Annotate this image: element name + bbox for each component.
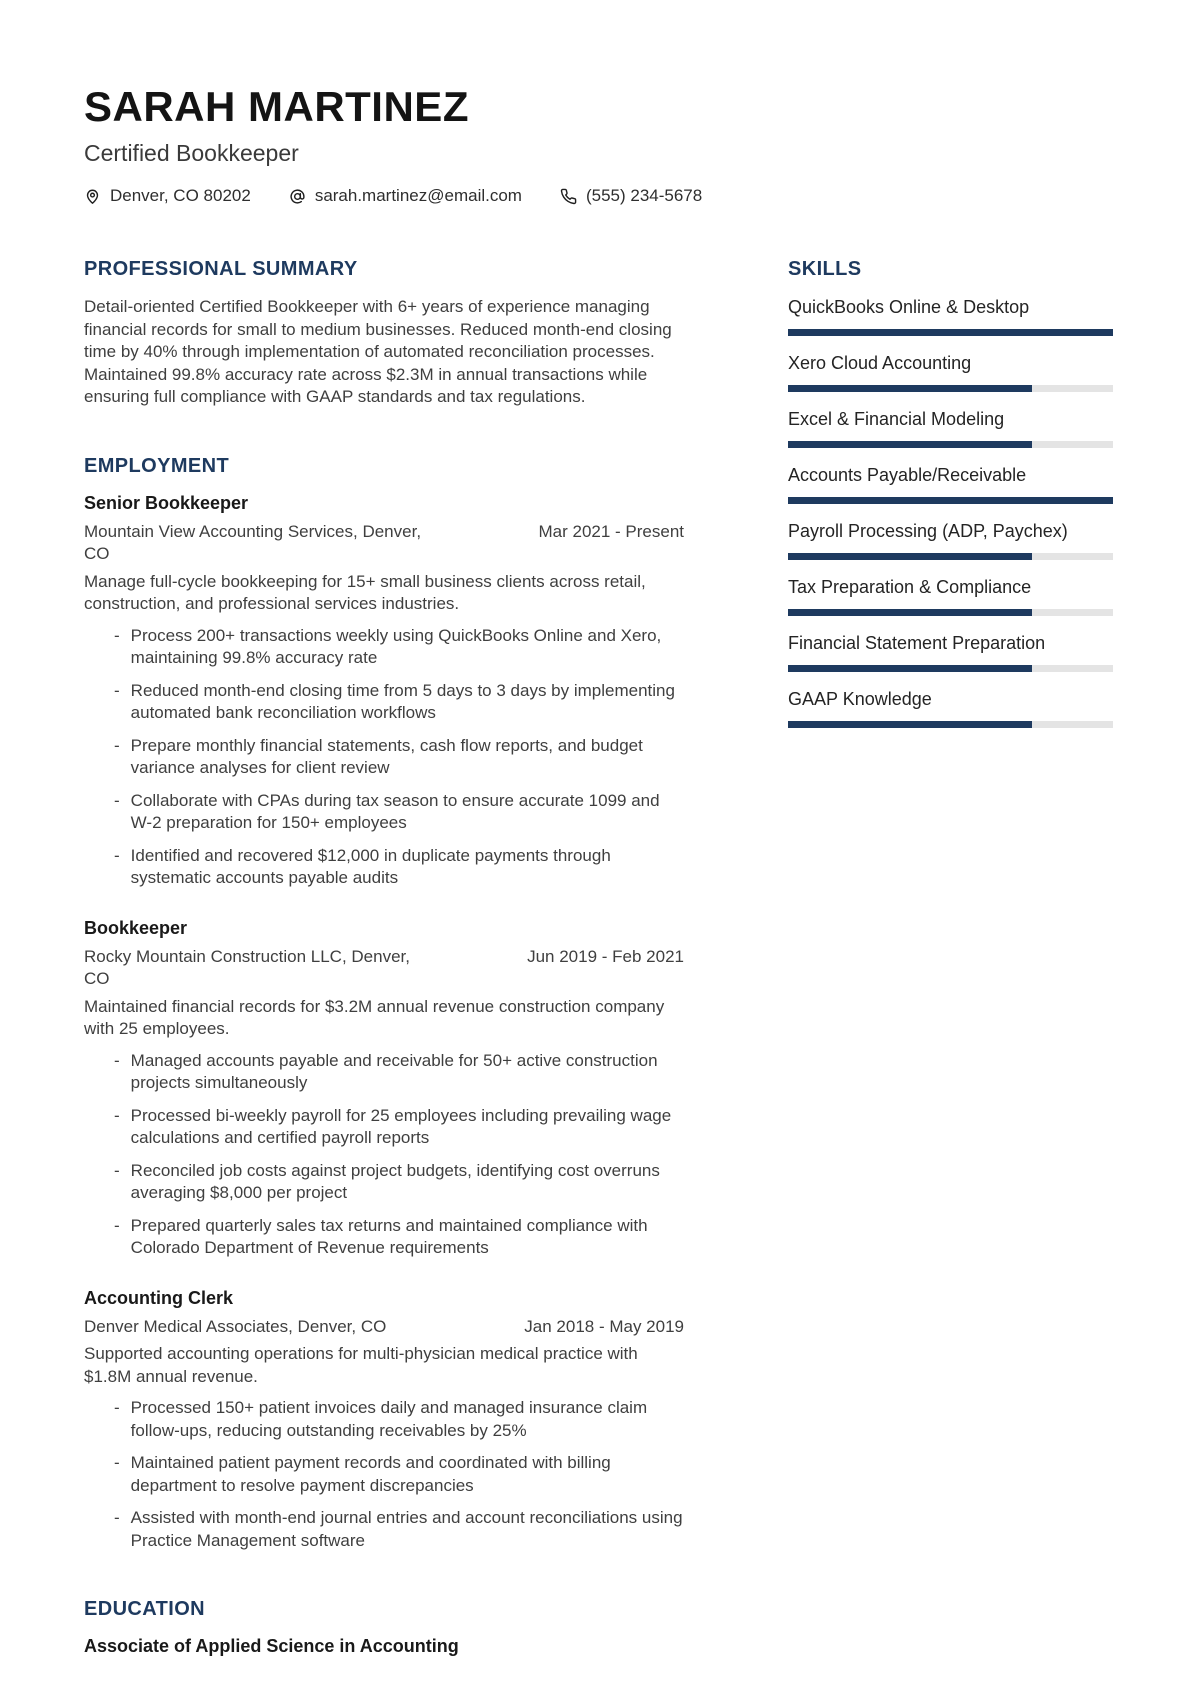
job-bullet [84, 735, 684, 780]
summary-heading: PROFESSIONAL SUMMARY [84, 258, 358, 281]
bullet-text: Process 200+ transactions weekly using QuickBooks Online and Xero, maintaining 99.8% accuracy rate [130, 625, 662, 668]
skill-item [788, 296, 1113, 336]
education-heading: EDUCATION [84, 1598, 206, 1621]
job-summary: Manage full-cycle bookkeeping for 15+ small business clients across retail, construction, and professional services industries. [84, 571, 646, 614]
skill-bar-track [788, 609, 1113, 616]
job-company: Mountain View Accounting Services, Denver, CO [84, 521, 422, 564]
bullet-dash: - [114, 1508, 120, 1528]
at-sign-icon [289, 188, 306, 205]
bullet-dash: - [114, 1105, 120, 1125]
skill-item [788, 520, 1113, 560]
bullet-dash: - [114, 680, 120, 700]
job-bullets [84, 1050, 684, 1260]
skill-bar-track [788, 721, 1113, 728]
skill-label: Financial Statement Preparation [788, 633, 1046, 654]
phone-icon [560, 188, 577, 205]
sidebar-column [788, 258, 1113, 774]
skill-bar-fill [788, 721, 1032, 728]
bullet-text: Assisted with month-end journal entries and account reconciliations using Practice Management software [130, 1508, 683, 1550]
contact-email [289, 186, 522, 206]
skill-bar-track [788, 497, 1113, 504]
education-section [84, 1598, 684, 1657]
bullet-text: Maintained patient payment records and coordinated with billing department to resolve payment discrepancies [130, 1453, 611, 1495]
job-company: Denver Medical Associates, Denver, CO [84, 1316, 387, 1336]
skill-bar-fill [788, 441, 1032, 448]
skill-bar-fill [788, 385, 1032, 392]
bullet-text: Prepared quarterly sales tax returns and maintained compliance with Colorado Department of Revenue requirements [130, 1215, 648, 1258]
skill-label: Tax Preparation & Compliance [788, 577, 1032, 598]
location-pin-icon [84, 188, 101, 205]
job-bullet [84, 1507, 684, 1552]
bullet-text: Processed 150+ patient invoices daily and managed insurance claim follow-ups, reducing outstanding receivables by 25% [130, 1398, 648, 1440]
job-title: Accounting Clerk [84, 1287, 234, 1308]
job-bullet [84, 1160, 684, 1205]
skill-item [788, 632, 1113, 672]
job-meta-row [84, 946, 684, 991]
job-summary: Maintained financial records for $3.2M annual revenue construction company with 25 employees. [84, 996, 665, 1039]
job-bullets [84, 1397, 684, 1552]
person-job-title: Certified Bookkeeper [84, 140, 299, 167]
contact-phone [560, 186, 702, 206]
bullet-text: Managed accounts payable and receivable for 50+ active construction projects simultaneously [130, 1050, 658, 1093]
content-columns [84, 258, 1113, 1697]
job-bullet [84, 1050, 684, 1095]
skill-label: GAAP Knowledge [788, 689, 932, 710]
job-company: Rocky Mountain Construction LLC, Denver, CO [84, 946, 410, 989]
bullet-dash: - [114, 1050, 120, 1070]
job-meta-row [84, 1316, 684, 1339]
person-name: SARAH MARTINEZ [84, 83, 469, 130]
education-degree: Associate of Applied Science in Accounting [84, 1636, 459, 1657]
bullet-text: Processed bi-weekly payroll for 25 employees including prevailing wage calculations and certified payroll reports [130, 1105, 672, 1148]
bullet-dash: - [114, 1215, 120, 1235]
skill-bar-track [788, 553, 1113, 560]
bullet-text: Identified and recovered $12,000 in duplicate payments through systematic accounts payable audits [130, 845, 611, 888]
bullet-text: Reconciled job costs against project budgets, identifying cost overruns averaging $8,000 per project [130, 1160, 660, 1203]
job-entry [84, 493, 684, 890]
skill-bar-track [788, 385, 1113, 392]
job-bullet [84, 845, 684, 890]
skill-item [788, 464, 1113, 504]
skill-bar-fill [788, 497, 1113, 504]
job-dates: Jan 2018 - May 2019 [524, 1316, 684, 1336]
bullet-text: Prepare monthly financial statements, cash flow reports, and budget variance analyses for client review [130, 735, 643, 778]
job-entry [84, 1288, 684, 1553]
bullet-dash: - [114, 845, 120, 865]
job-bullets [84, 625, 684, 890]
job-bullet [84, 1452, 684, 1497]
job-bullet [84, 625, 684, 670]
bullet-text: Collaborate with CPAs during tax season to ensure accurate 1099 and W-2 preparation for 150+ employees [130, 790, 660, 833]
job-entry [84, 918, 684, 1260]
resume-header [84, 84, 1113, 206]
bullet-dash: - [114, 1160, 120, 1180]
skill-item [788, 408, 1113, 448]
skill-label: Accounts Payable/Receivable [788, 465, 1027, 486]
job-list [84, 493, 684, 1553]
contact-phone-text: (555) 234-5678 [585, 186, 703, 206]
employment-heading: EMPLOYMENT [84, 454, 230, 477]
job-meta-row [84, 521, 684, 566]
skill-bar-fill [788, 609, 1032, 616]
skill-bar-track [788, 329, 1113, 336]
summary-section [84, 258, 684, 409]
job-title: Senior Bookkeeper [84, 492, 249, 513]
bullet-dash: - [114, 1453, 120, 1473]
skill-item [788, 576, 1113, 616]
job-dates: Mar 2021 - Present [538, 521, 684, 541]
skills-heading: SKILLS [788, 258, 862, 281]
contact-email-text: sarah.martinez@email.com [314, 186, 522, 206]
bullet-dash: - [114, 625, 120, 645]
job-title: Bookkeeper [84, 917, 188, 938]
job-bullet [84, 1397, 684, 1442]
summary-text: Detail-oriented Certified Bookkeeper with 6+ years of experience managing financial records for small to medium businesses. Reduced month-end closing time by 40% through implementation of automated reconciliation processes. Maintained 99.8% accuracy rate across $2.3M in annual transactions while ensuring full compliance with GAAP standards and tax regulations. [84, 297, 672, 407]
contact-location [84, 186, 251, 206]
skill-label: Xero Cloud Accounting [788, 353, 972, 374]
main-column [84, 258, 684, 1697]
bullet-dash: - [114, 1398, 120, 1418]
skill-label: QuickBooks Online & Desktop [788, 297, 1030, 318]
job-bullet [84, 790, 684, 835]
job-dates: Jun 2019 - Feb 2021 [527, 946, 684, 966]
contact-row [84, 186, 1113, 206]
bullet-text: Reduced month-end closing time from 5 days to 3 days by implementing automated bank reconciliation workflows [130, 680, 675, 723]
skill-bar-fill [788, 329, 1113, 336]
bullet-dash: - [114, 790, 120, 810]
skill-label: Excel & Financial Modeling [788, 409, 1005, 430]
job-bullet [84, 1215, 684, 1260]
job-bullet [84, 680, 684, 725]
skill-item [788, 352, 1113, 392]
employment-section [84, 455, 684, 1553]
job-summary: Supported accounting operations for multi-physician medical practice with $1.8M annual revenue. [84, 1344, 638, 1386]
skill-bar-track [788, 441, 1113, 448]
skill-item [788, 688, 1113, 728]
skill-label: Payroll Processing (ADP, Paychex) [788, 521, 1068, 542]
skill-bar-fill [788, 665, 1032, 672]
skills-section [788, 258, 1113, 728]
skill-bar-fill [788, 553, 1032, 560]
job-bullet [84, 1105, 684, 1150]
skill-bar-track [788, 665, 1113, 672]
skill-list [788, 296, 1113, 728]
contact-location-text: Denver, CO 80202 [110, 186, 251, 206]
bullet-dash: - [114, 735, 120, 755]
